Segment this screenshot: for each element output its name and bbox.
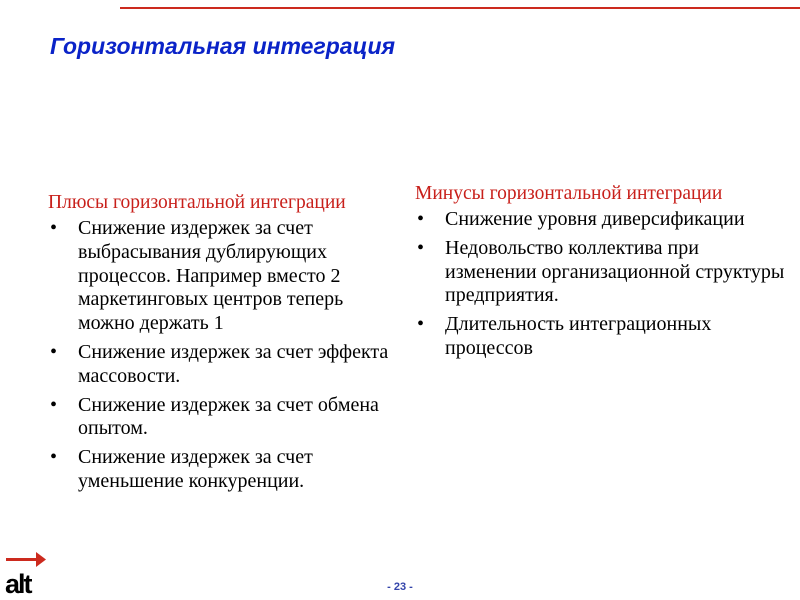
list-item [415, 208, 785, 232]
pros-item-text: Снижение издержек за счет обмена опытом. [78, 393, 379, 440]
logo-arrow-shaft [6, 558, 38, 561]
cons-heading: Минусы горизонтальной интеграции [415, 183, 723, 204]
pros-item-text: Снижение издержек за счет уменьшение конкуренции. [78, 446, 313, 492]
cons-item-text: Снижение уровня диверсификации [445, 208, 745, 230]
logo-text: alt [5, 569, 31, 595]
bullet-icon: • [417, 208, 425, 230]
list-item [48, 446, 393, 494]
cons-item-text: Длительность интеграционных процессов [445, 313, 712, 359]
bullet-icon: • [417, 236, 425, 259]
slide-title: Горизонтальная интеграция [50, 33, 396, 59]
list-item [48, 217, 393, 336]
alt-logo-icon [4, 549, 48, 595]
pros-column [48, 192, 393, 499]
pros-item-text: Снижение издержек за счет выбрасывания дублирующих процессов. Например вместо 2 маркетинговых центров теперь можно держать 1 [78, 217, 344, 335]
pros-item-text: Снижение издержек за счет эффекта массовости. [78, 340, 389, 387]
page-number: - 23 - [387, 581, 413, 593]
cons-column [415, 183, 785, 366]
list-item [48, 341, 393, 389]
top-rule [120, 7, 800, 9]
pros-heading: Плюсы горизонтальной интеграции [48, 192, 346, 213]
list-item [48, 394, 393, 442]
bullet-icon: • [50, 446, 58, 469]
bullet-icon: • [50, 217, 58, 239]
list-item [415, 313, 785, 361]
logo-arrow-head [36, 552, 46, 567]
cons-list [415, 208, 785, 361]
cons-item-text: Недовольство коллектива при изменении организационной структуры предприятия. [445, 236, 785, 307]
bullet-icon: • [50, 340, 58, 363]
list-item [415, 237, 785, 308]
bullet-icon: • [417, 313, 425, 336]
pros-list [48, 217, 393, 494]
bullet-icon: • [50, 393, 58, 416]
